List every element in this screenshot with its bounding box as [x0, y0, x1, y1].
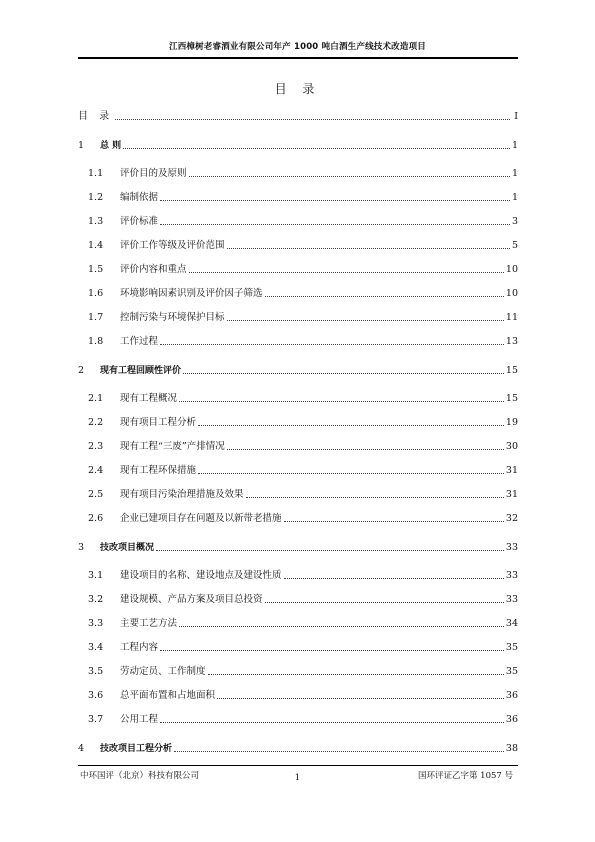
- toc-entry-label: 编制依据: [120, 192, 159, 203]
- toc-entry-label: 总平面布置和占地面积: [120, 690, 216, 701]
- toc-entry-number: 2: [78, 365, 85, 376]
- toc-dot-leader: [160, 223, 510, 225]
- toc-entry[interactable]: [78, 238, 518, 252]
- toc-entry[interactable]: [78, 166, 518, 180]
- toc-entry-label: 目 录: [78, 111, 114, 122]
- page-number: 1: [294, 773, 301, 783]
- toc-entry-label: 建设项目的名称、建设地点及建设性质: [120, 570, 282, 581]
- toc-entry-label: 工作过程: [120, 336, 159, 347]
- toc-entry-number: 1.1: [88, 168, 104, 179]
- toc-entry-label: 现有工程环保措施: [120, 465, 197, 476]
- toc-entry-page: 1: [511, 168, 518, 179]
- toc-entry-number: 2.6: [88, 513, 104, 524]
- toc-entry-page: 1: [511, 140, 518, 151]
- toc-entry[interactable]: [78, 664, 518, 678]
- toc-entry-page: 30: [505, 441, 518, 452]
- toc-entry-page: 31: [505, 489, 518, 500]
- toc-dot-leader: [189, 271, 504, 273]
- toc-entry-label: 评价目的及原则: [120, 168, 187, 179]
- toc-entry-number: 1.2: [88, 192, 104, 203]
- toc-entry-page: 35: [505, 666, 518, 677]
- footer-rule: [78, 765, 518, 766]
- toc-dot-leader: [160, 199, 510, 201]
- toc-entry-label: 建设规模、产品方案及项目总投资: [120, 594, 263, 605]
- toc-entry[interactable]: [78, 741, 518, 755]
- toc-entry-number: 1.3: [88, 216, 104, 227]
- toc-dot-leader: [198, 472, 504, 474]
- toc-entry-label: 劳动定员、工作制度: [120, 666, 206, 677]
- page-title: 目 录: [274, 82, 321, 96]
- toc-entry-number: 3.3: [88, 618, 104, 629]
- toc-dot-leader: [246, 496, 504, 498]
- toc-entry-page: 11: [505, 312, 518, 323]
- toc-entry-label: 环境影响因素识别及评价因子筛选: [120, 288, 263, 299]
- toc-entry-page: 13: [505, 336, 518, 347]
- toc-entry-number: 1.7: [88, 312, 104, 323]
- toc-entry[interactable]: [78, 540, 518, 554]
- toc-entry-label: 现有工程回顾性评价: [100, 366, 182, 376]
- toc-entry[interactable]: [78, 487, 518, 501]
- toc-entry-number: 3.7: [88, 714, 104, 725]
- toc-dot-leader: [198, 424, 504, 426]
- toc-entry-label: 控制污染与环境保护目标: [120, 312, 225, 323]
- header-rule: [78, 57, 518, 59]
- toc-entry-label: 技改项目工程分析: [100, 744, 173, 754]
- toc-dot-leader: [156, 549, 504, 551]
- toc-entry[interactable]: [78, 415, 518, 429]
- toc-dot-leader: [160, 343, 504, 345]
- toc-dot-leader: [217, 697, 504, 699]
- toc-entry-label: 现有工程概况: [120, 393, 178, 404]
- toc-entry[interactable]: [78, 463, 518, 477]
- toc-entry-number: 3: [78, 542, 85, 553]
- toc-entry-page: 15: [505, 365, 518, 376]
- toc-dot-leader: [208, 673, 504, 675]
- toc-entry-page: 36: [505, 714, 518, 725]
- toc-entry-number: 4: [78, 743, 85, 754]
- toc-entry-page: 33: [505, 542, 518, 553]
- toc-entry-label: 现有项目工程分析: [120, 417, 197, 428]
- toc-dot-leader: [160, 649, 504, 651]
- toc-entry-number: 2.1: [88, 393, 104, 404]
- toc-entry[interactable]: [78, 190, 518, 204]
- toc-dot-leader: [265, 295, 504, 297]
- toc-entry[interactable]: [78, 511, 518, 525]
- toc-entry-number: 3.2: [88, 594, 104, 605]
- toc-entry[interactable]: [78, 568, 518, 582]
- toc-entry-page: 10: [505, 288, 518, 299]
- toc-entry-label: 主要工艺方法: [120, 618, 178, 629]
- toc-entry-number: 1.6: [88, 288, 104, 299]
- toc-entry-label: 评价标准: [120, 216, 159, 227]
- toc-entry-number: 3.6: [88, 690, 104, 701]
- toc-entry[interactable]: [78, 214, 518, 228]
- toc-entry-page: 3: [511, 216, 518, 227]
- toc-entry-label: 技改项目概况: [100, 543, 155, 553]
- toc-entry-number: 3.5: [88, 666, 104, 677]
- toc-entry[interactable]: [78, 363, 518, 377]
- toc-entry-label: 公用工程: [120, 714, 159, 725]
- toc-dot-leader: [179, 625, 504, 627]
- toc-entry[interactable]: [78, 688, 518, 702]
- toc-dot-leader: [183, 372, 504, 374]
- toc-entry-page: 1: [511, 192, 518, 203]
- toc-entry-number: 3.4: [88, 642, 104, 653]
- toc-entry[interactable]: [78, 616, 518, 630]
- toc-entry[interactable]: [78, 310, 518, 324]
- toc-entry[interactable]: [78, 286, 518, 300]
- toc-entry-page: 31: [505, 465, 518, 476]
- running-header: 江西樟树老睿酒业有限公司年产 1000 吨白酒生产线技术改造项目: [169, 42, 426, 52]
- toc-dot-leader: [160, 721, 504, 723]
- toc-entry-page: 33: [505, 594, 518, 605]
- toc-entry-page: 34: [505, 618, 518, 629]
- toc-entry-number: 2.2: [88, 417, 104, 428]
- toc-entry[interactable]: [78, 138, 518, 152]
- footer-company: 中环国评（北京）科技有限公司: [80, 771, 200, 781]
- toc-entry-page: 33: [505, 570, 518, 581]
- toc-entry-number: 1.5: [88, 264, 104, 275]
- toc-dot-leader: [189, 175, 510, 177]
- toc-dot-leader: [227, 319, 504, 321]
- toc-entry-page: 5: [511, 240, 518, 251]
- toc-entry[interactable]: [78, 592, 518, 606]
- toc-dot-leader: [227, 247, 510, 249]
- toc-dot-leader: [227, 448, 504, 450]
- toc-dot-leader: [265, 601, 504, 603]
- toc-entry-number: 2.5: [88, 489, 104, 500]
- toc-dot-leader: [123, 147, 510, 149]
- toc-dot-leader: [284, 577, 504, 579]
- toc-entry-label: 总 则: [100, 141, 122, 151]
- toc-entry-label: 评价工作等级及评价范围: [120, 240, 225, 251]
- toc-entry-page: 32: [505, 513, 518, 524]
- toc-entry[interactable]: [78, 640, 518, 654]
- toc-entry-page: I: [514, 111, 518, 122]
- toc-entry-page: 15: [505, 393, 518, 404]
- toc-entry-number: 2.3: [88, 441, 104, 452]
- toc-dot-leader: [179, 400, 504, 402]
- toc-entry[interactable]: [78, 109, 518, 123]
- toc-dot-leader: [174, 750, 504, 752]
- toc-entry-number: 1.8: [88, 336, 104, 347]
- toc-entry[interactable]: [78, 712, 518, 726]
- footer-certificate: 国环评证乙字第 1057 号: [417, 771, 513, 781]
- toc-entry-number: 2.4: [88, 465, 104, 476]
- toc-entry-number: 1: [78, 140, 85, 151]
- toc-entry-page: 19: [505, 417, 518, 428]
- toc-entry-number: 1.4: [88, 240, 104, 251]
- toc-entry-page: 38: [505, 743, 518, 754]
- toc-entry-label: 企业已建项目存在问题及以新带老措施: [120, 513, 282, 524]
- toc-entry-page: 10: [505, 264, 518, 275]
- toc-dot-leader: [115, 118, 510, 120]
- toc-entry-label: 评价内容和重点: [120, 264, 187, 275]
- toc-entry-label: 工程内容: [120, 642, 159, 653]
- toc-entry[interactable]: [78, 439, 518, 453]
- toc-entry[interactable]: [78, 391, 518, 405]
- toc-entry-page: 35: [505, 642, 518, 653]
- toc-entry-number: 3.1: [88, 570, 104, 581]
- toc-entry-label: 现有工程“三废”产排情况: [120, 441, 225, 452]
- toc-entry-label: 现有项目污染治理措施及效果: [120, 489, 244, 500]
- toc-dot-leader: [284, 520, 504, 522]
- toc-entry-page: 36: [505, 690, 518, 701]
- toc-entry[interactable]: [78, 334, 518, 348]
- toc-entry[interactable]: [78, 262, 518, 276]
